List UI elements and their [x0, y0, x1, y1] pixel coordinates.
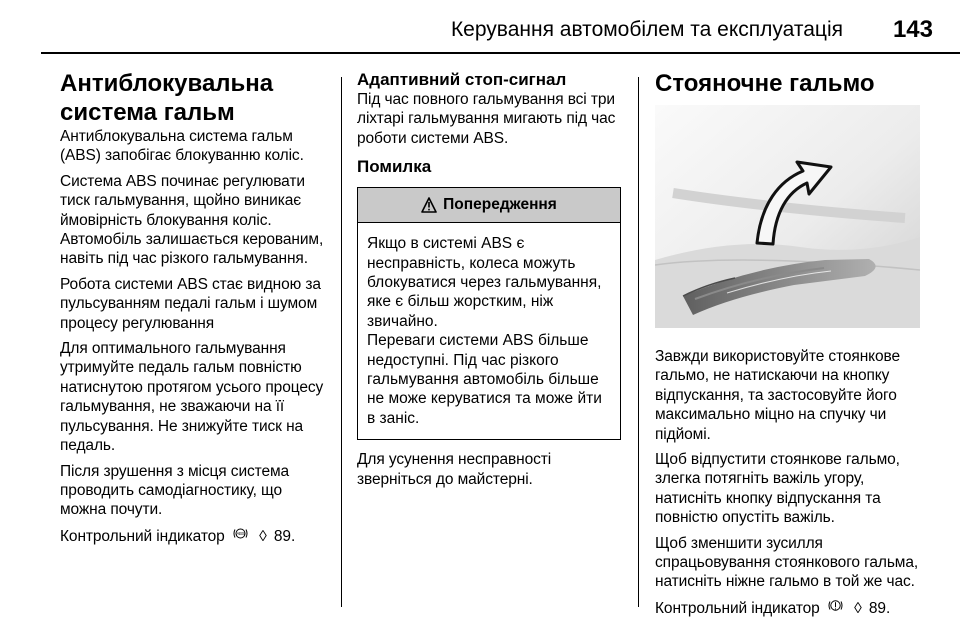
abs-indicator-text: Контрольний індикатор	[60, 527, 225, 545]
parking-brake-indicator-reference	[655, 598, 920, 618]
parking-brake-lever-photo	[655, 105, 920, 328]
parking-brake-paragraph-2: Щоб відпустити стоянкове гальмо, злегка потягніть важіль угору, натисніть кнопку відпускання та повністю опустіть важіль.	[655, 451, 900, 527]
abs-indicator-reference	[60, 526, 325, 546]
page-number: 143	[892, 16, 933, 43]
column-divider-left	[341, 77, 342, 607]
warning-text-1: Якщо в системі ABS є несправність, колеса можуть блокуватися через гальмування, яке є більш жорстким, ніж звичайно.	[367, 235, 602, 330]
running-title: Керування автомобілем та експлуатація	[450, 18, 843, 41]
parking-brake-paragraph-1: Завжди використовуйте стоянкове гальмо, не натискаючи на кнопку відпускання, та застосовуйте його максимально міцно на спучку чи підйомі.	[655, 348, 901, 443]
abs-paragraph-4: Для оптимального гальмування утримуйте педаль гальм повністю натиснутою протягом усього процесу гальмування, не зважаючи на її пульсування. Не знижуйте тиск на педаль.	[60, 340, 324, 455]
repair-advice-paragraph: Для усунення несправності зверніться до майстерні.	[357, 451, 552, 488]
warning-label: Попередження	[443, 196, 557, 214]
abs-indicator-page[interactable]: 89.	[273, 527, 296, 545]
warning-header	[358, 188, 620, 223]
abs-paragraph-3: Робота системи ABS стає видною за пульсуванням педалі гальм і шумом процесу регулювання	[60, 275, 321, 332]
parking-brake-indicator-page[interactable]: 89.	[868, 599, 891, 617]
warning-text-2: Переваги системи ABS більше недоступні. Під час різкого гальмування автомобіль більше не може керуватися та може йти в заніс.	[367, 332, 602, 427]
abs-warning-icon	[232, 526, 249, 541]
warning-body	[358, 223, 620, 439]
column-divider-right	[638, 77, 639, 607]
warning-box	[357, 187, 621, 440]
adaptive-brake-light-paragraph: Під час повного гальмування всі три ліхтарі гальмування мигають під час роботи системи ABS.	[357, 91, 616, 147]
parking-brake-section-title: Стояночне гальмо	[655, 70, 875, 97]
page-reference-icon: ◊	[259, 527, 267, 545]
svg-text:ABS: ABS	[236, 530, 245, 536]
middle-column	[357, 69, 621, 495]
abs-section-title: Антиблокувальна система гальм	[60, 70, 274, 126]
adaptive-brake-light-heading: Адаптивний стоп-сигнал	[357, 70, 567, 89]
abs-paragraph-5: Після зрушення з місця система проводить самодіагностику, що можна почути.	[60, 462, 290, 519]
page-reference-icon-right: ◊	[854, 599, 862, 617]
fault-heading: Помилка	[357, 157, 432, 177]
parking-brake-indicator-text: Контрольний індикатор	[655, 599, 820, 617]
parking-brake-paragraph-3: Щоб зменшити зусилля спрацьовування стоянкового гальма, натисніть ніжне гальмо в той же час.	[655, 534, 919, 591]
abs-paragraph-1: Антиблокувальна система гальм (ABS) запобігає блокуванню коліс.	[60, 128, 304, 165]
parking-brake-icon	[827, 598, 844, 613]
header-divider	[41, 52, 960, 54]
page-header	[0, 0, 960, 52]
warning-triangle-icon	[421, 197, 437, 213]
left-column	[60, 69, 325, 552]
abs-paragraph-2: Система ABS починає регулювати тиск гальмування, щойно виникає ймовірність блокування коліс. Автомобіль залишається керованим, навіть під час різкого гальмування.	[60, 172, 324, 268]
right-column	[655, 69, 920, 624]
